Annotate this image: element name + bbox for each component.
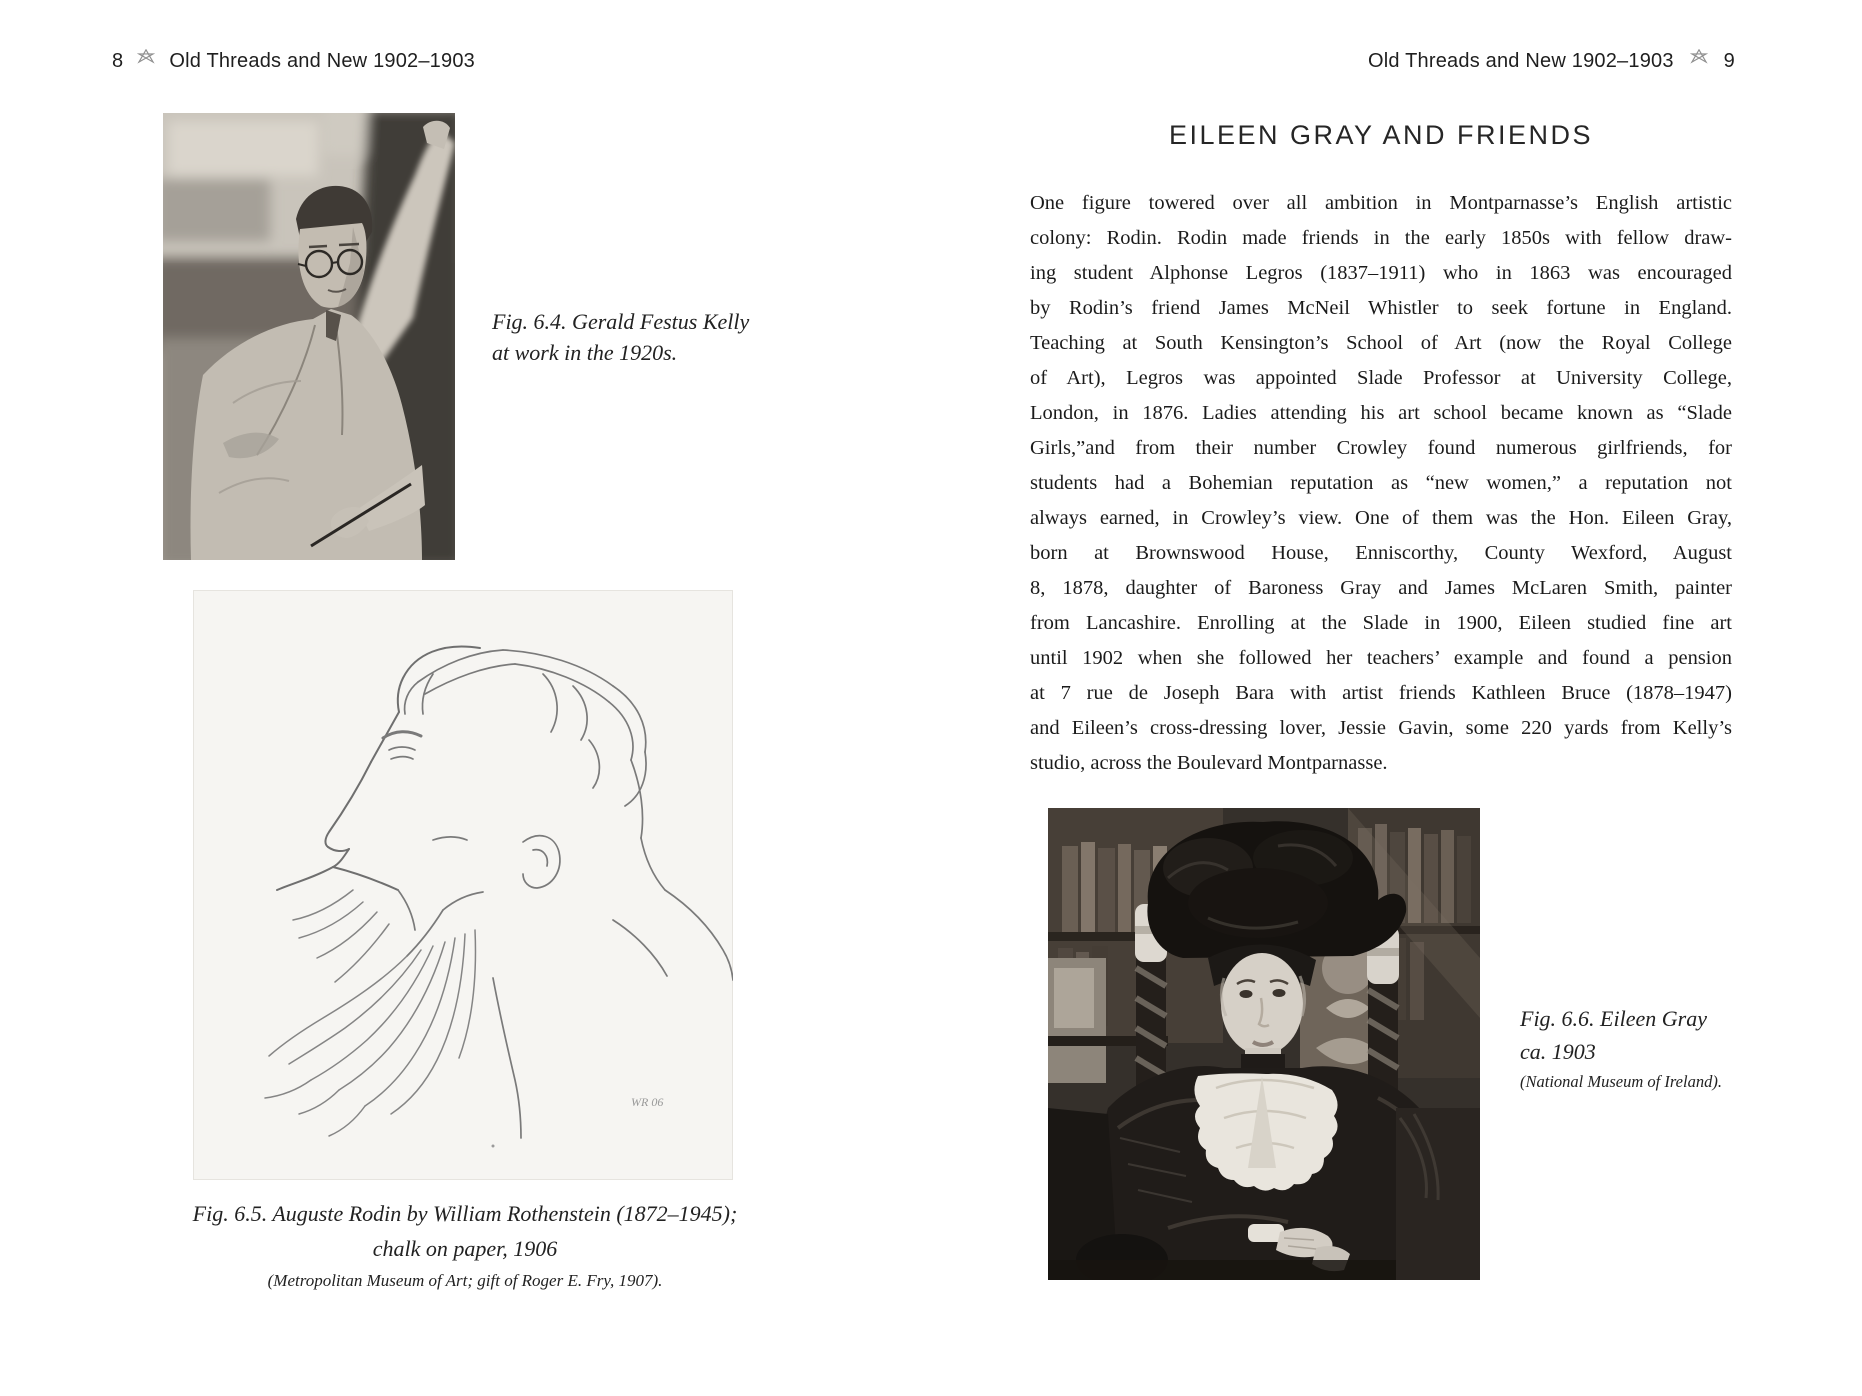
fig-6-5-caption-line1: Fig. 6.5. Auguste Rodin by William Rothenstein (1872–1945); [192, 1201, 738, 1226]
body-text-line: One figure towered over all ambition in Montparnasse’s English artistic [1030, 192, 1732, 214]
body-text-line: by Rodin’s friend James McNeil Whistler to seek fortune in England. [1030, 297, 1732, 319]
body-text-line: students had a Bohemian reputation as “new women,” a reputation not [1030, 472, 1732, 494]
body-text-line: of Art), Legros was appointed Slade Professor at University College, [1030, 367, 1732, 389]
left-page-number: 8 [112, 49, 124, 72]
body-text-line: ing student Alphonse Legros (1837–1911) who in 1863 was encouraged [1030, 262, 1732, 284]
fig-6-5-caption-credit: (Metropolitan Museum of Art; gift of Roger E. Fry, 1907). [267, 1271, 663, 1290]
section-heading: EILEEN GRAY AND FRIENDS [1168, 120, 1594, 150]
body-text-line: at 7 rue de Joseph Bara with artist friends Kathleen Bruce (1878–1947) [1030, 682, 1732, 704]
body-text-line: Girls,”and from their number Crowley found numerous girlfriends, for [1030, 437, 1732, 459]
fig-6-4-caption-line1: Fig. 6.4. Gerald Festus Kelly [492, 309, 750, 334]
body-text-line: from Lancashire. Enrolling at the Slade in 1900, Eileen studied fine art [1030, 612, 1732, 634]
fig-6-5-caption [140, 1196, 790, 1296]
fig-6-6-caption [1520, 1002, 1800, 1096]
fig-6-6-caption-line2: ca. 1903 [1520, 1039, 1596, 1064]
fig-6-4-kelly-photo [163, 113, 455, 560]
body-paragraph [1030, 186, 1732, 781]
unicursal-hexagram-icon [1690, 49, 1708, 73]
body-text-line: Teaching at South Kensington’s School of Art (now the Royal College [1030, 332, 1732, 354]
body-text-line: 8, 1878, daughter of Baroness Gray and James McLaren Smith, painter [1030, 577, 1732, 599]
body-text-line: and Eileen’s cross-dressing lover, Jessie Gavin, some 220 yards from Kelly’s [1030, 717, 1732, 739]
fig-6-5-caption-line2: chalk on paper, 1906 [372, 1236, 558, 1261]
fig-6-5-rodin-sketch [193, 590, 733, 1180]
left-running-title: Old Threads and New 1902–1903 [169, 49, 475, 72]
body-text-line: studio, across the Boulevard Montparnasse. [1030, 752, 1388, 774]
body-text-line: London, in 1876. Ladies attending his art school became known as “Slade [1030, 402, 1732, 424]
body-text-line: colony: Rodin. Rodin made friends in the early 1850s with fellow draw- [1030, 227, 1732, 249]
body-text-line: always earned, in Crowley’s view. One of them was the Hon. Eileen Gray, [1030, 507, 1732, 529]
right-page-number: 9 [1723, 49, 1735, 72]
fig-6-6-eileen-gray-photo [1048, 808, 1480, 1280]
fig-6-4-caption [492, 306, 782, 368]
fig-6-6-caption-credit: (National Museum of Ireland). [1520, 1072, 1722, 1091]
left-running-header [112, 48, 475, 74]
right-running-title: Old Threads and New 1902–1903 [1368, 49, 1674, 72]
body-text-line: until 1902 when she followed her teachers’ example and found a pension [1030, 647, 1732, 669]
body-text-line: born at Brownswood House, Enniscorthy, County Wexford, August [1030, 542, 1732, 564]
unicursal-hexagram-icon [137, 49, 155, 73]
fig-6-6-caption-line1: Fig. 6.6. Eileen Gray [1520, 1006, 1707, 1031]
right-running-header [1200, 48, 1735, 74]
fig-6-4-caption-line2: at work in the 1920s. [492, 340, 678, 365]
fig-6-5-artist-signature: WR 06 [631, 1095, 664, 1109]
